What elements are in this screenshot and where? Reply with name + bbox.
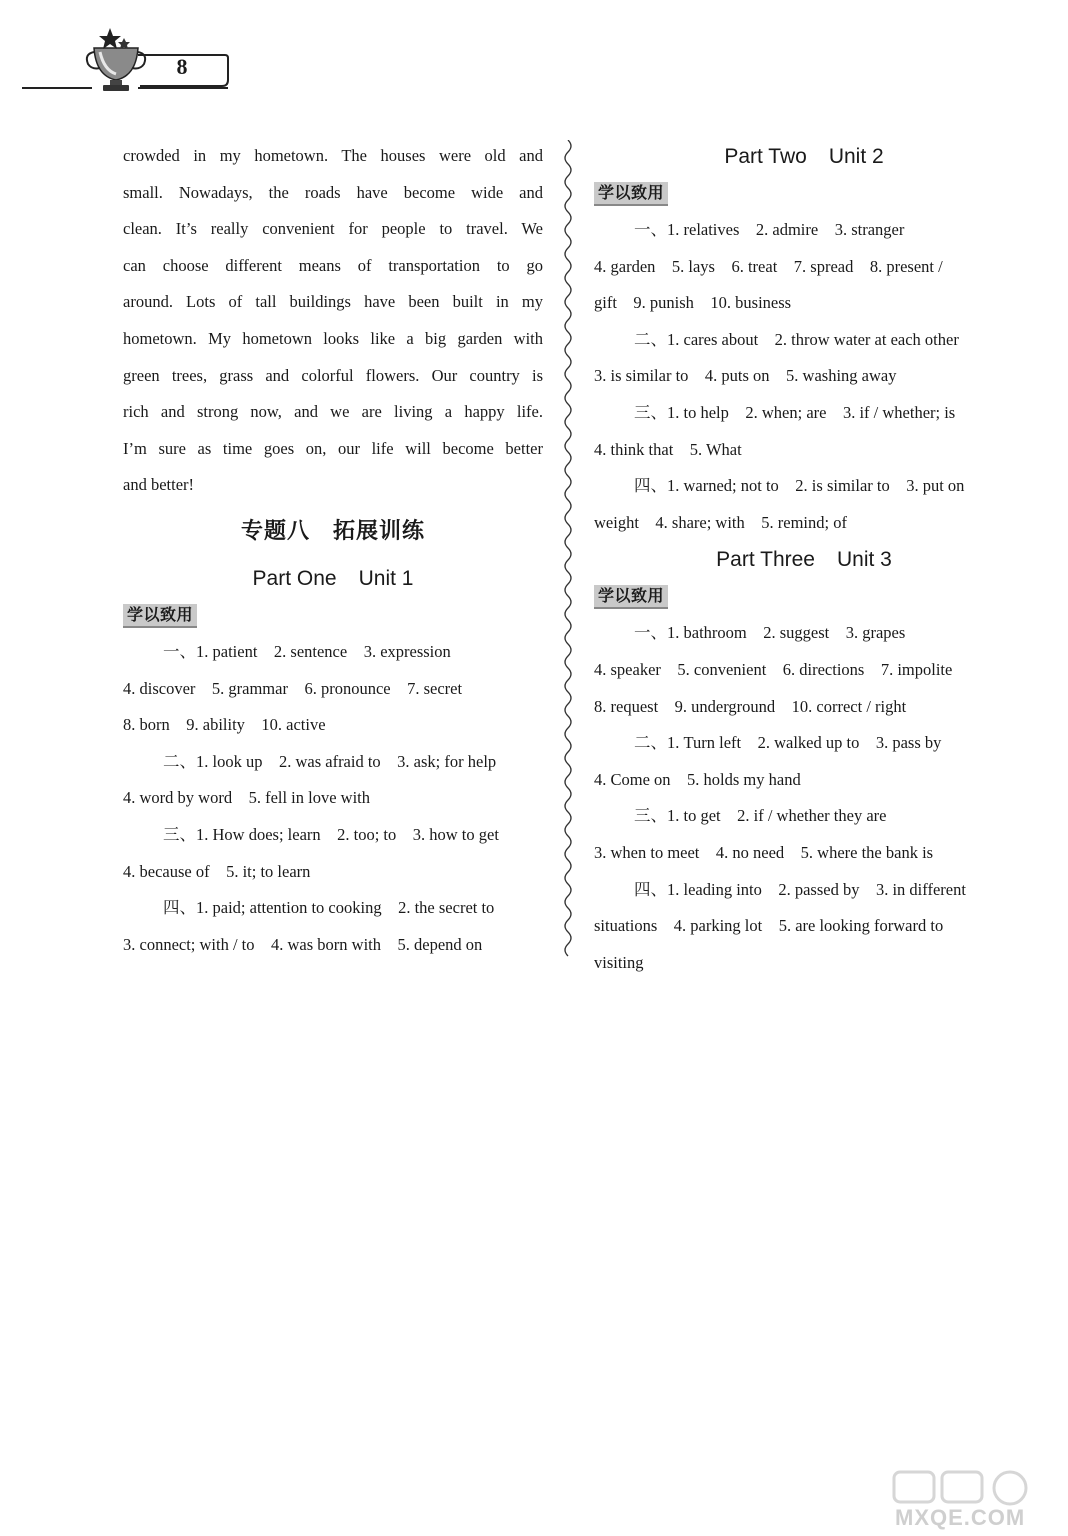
essay-line: and better! [123, 475, 195, 495]
part-label: Part One [252, 566, 337, 590]
right-column [594, 138, 1014, 981]
answer-line: 一、1. bathroom 2. suggest 3. grapes [634, 623, 906, 643]
section-tag: 学以致用 [123, 604, 197, 628]
essay-line: green trees, grass and colorful flowers. Our country is [123, 365, 543, 385]
answer-line: 4. Come on 5. holds my hand [594, 769, 801, 789]
answer-line: 4. garden 5. lays 6. treat 7. spread 8. present / [594, 256, 943, 276]
answer-list-part-three [594, 615, 1014, 981]
answer-line: weight 4. share; with 5. remind; of [594, 512, 847, 532]
answer-line: 四、1. paid; attention to cooking 2. the secret to [163, 898, 495, 918]
answer-line: 二、1. look up 2. was afraid to 3. ask; for help [163, 751, 497, 771]
essay-line: can choose different means of transportation to go [123, 255, 543, 275]
essay-line: around. Lots of tall buildings have been built in my [123, 292, 543, 312]
answer-line: 3. is similar to 4. puts on 5. washing away [594, 366, 897, 386]
essay-line: clean. It’s really convenient for people to travel. We [123, 219, 543, 239]
answer-line: 4. discover 5. grammar 6. pronounce 7. secret [123, 678, 463, 698]
watermark-text: MXQE.COM [895, 1505, 1026, 1530]
answer-line: situations 4. parking lot 5. are looking forward to [594, 916, 944, 936]
essay-line: rich and strong now, and we are living a happy life. [123, 402, 543, 422]
answer-line: 三、1. to get 2. if / whether they are [634, 806, 887, 826]
answer-line: 一、1. patient 2. sentence 3. expression [163, 641, 451, 661]
essay-line: small. Nowadays, the roads have become wide and [123, 182, 543, 202]
page-number: 8 [176, 54, 188, 79]
answer-line: visiting [594, 952, 644, 972]
answer-line: 二、1. Turn left 2. walked up to 3. pass by [634, 733, 942, 753]
header-frame [0, 0, 240, 100]
essay-text [123, 138, 543, 504]
answer-line: 8. born 9. ability 10. active [123, 715, 326, 735]
unit-label: Unit 1 [358, 566, 414, 590]
essay-line: I’m sure as time goes on, our life will become better [123, 438, 543, 458]
answer-line: 4. speaker 5. convenient 6. directions 7. impolite [594, 659, 953, 679]
left-column [123, 138, 543, 963]
part-label: Part Three [716, 548, 815, 572]
answer-line: 二、1. cares about 2. throw water at each other [634, 329, 959, 349]
answer-line: 3. when to meet 4. no need 5. where the bank is [594, 842, 934, 862]
answer-list-part-one [123, 634, 543, 963]
answer-line: 4. word by word 5. fell in love with [123, 788, 371, 808]
answer-line: 三、1. to help 2. when; are 3. if / whether; is [634, 402, 956, 422]
section-tag: 学以致用 [594, 585, 668, 609]
answer-line: 四、1. leading into 2. passed by 3. in different [634, 879, 966, 899]
section-heading-part-three [594, 541, 1014, 579]
trophy-icon [87, 28, 145, 91]
answer-line: 三、1. How does; learn 2. too; to 3. how to get [163, 824, 499, 844]
topic-title: 专题八 拓展训练 [240, 518, 425, 544]
unit-label: Unit 3 [836, 548, 892, 572]
answer-line: 四、1. warned; not to 2. is similar to 3. put on [634, 476, 965, 496]
answer-line: 4. think that 5. What [594, 439, 742, 459]
answer-line: 8. request 9. underground 10. correct / right [594, 696, 907, 716]
column-divider [559, 140, 577, 970]
star-icon [99, 28, 121, 49]
essay-line: crowded in my hometown. The houses were old and [123, 146, 543, 165]
section-heading-part-one [123, 560, 543, 598]
section-heading-part-two [594, 138, 1014, 176]
answer-list-part-two [594, 212, 1014, 541]
section-tag: 学以致用 [594, 182, 668, 206]
answer-line: 4. because of 5. it; to learn [123, 861, 311, 881]
page-header [0, 0, 1068, 110]
unit-label: Unit 2 [828, 145, 884, 168]
essay-line: hometown. My hometown looks like a big garden with [123, 328, 543, 348]
part-label: Part Two [724, 145, 807, 168]
answer-line: 一、1. relatives 2. admire 3. stranger [634, 220, 905, 239]
answer-line: 3. connect; with / to 4. was born with 5. depend on [123, 934, 483, 954]
answer-line: gift 9. punish 10. business [594, 293, 792, 313]
